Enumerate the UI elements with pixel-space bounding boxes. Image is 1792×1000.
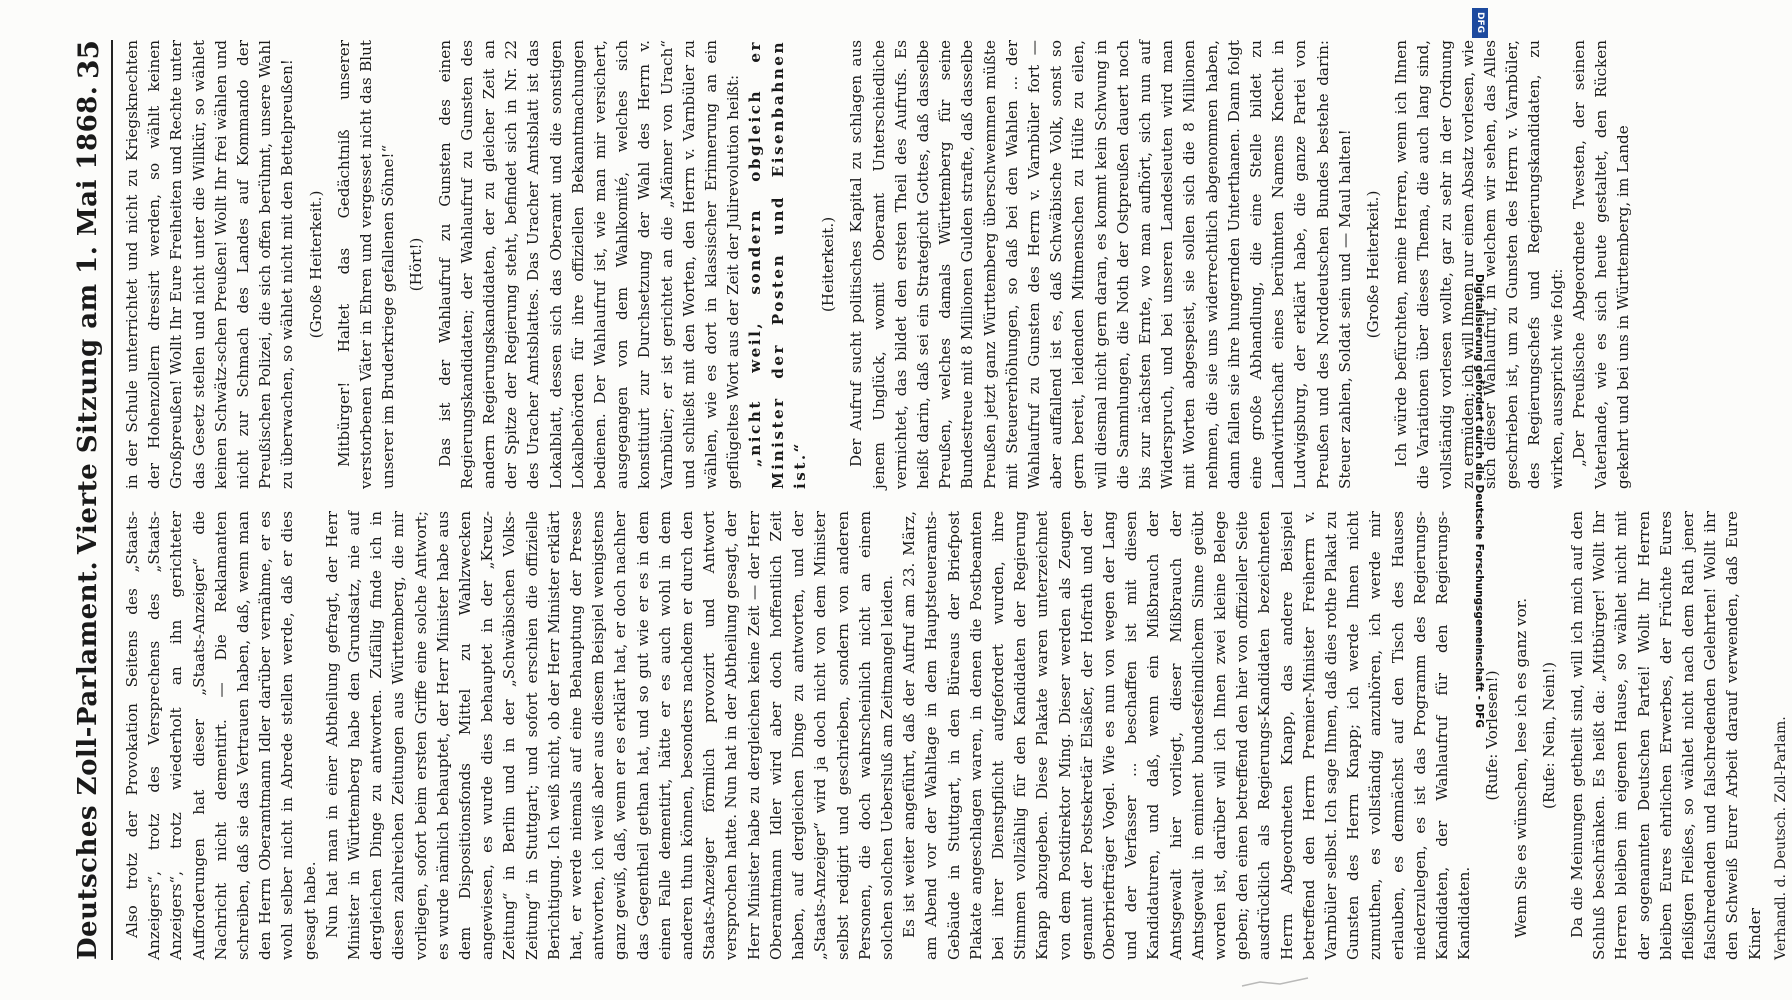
scan-mark-icon (1240, 972, 1310, 992)
paragraph: in der Schule unterrichtet und nicht zu Kriegsknechten der Hohenzollern dressirt werden, so wählt keinen Großpreußen! Wollt Ihr Eure Freiheiten und Rechte unter das Gesetz stellen und nicht unter die Willkür, so wählet keinen Schwätz-schen Preußen! Wollt Ihr frei wählen und nicht zur Schmach des Landes auf Kommando der Preußischen Polizei, die sich offen berühmt, unsere Wahl zu überwachen, so wählet nicht mit den Bettelpreußen! (123, 40, 297, 489)
page-number: 35 (71, 40, 105, 79)
quoted-line: „nicht weil, sondern obgleich er Minister der Posten und Eisenbahnen ist.“ (746, 40, 809, 489)
interjection: (Rufe: Nein, Nein!) (1539, 661, 1558, 810)
paragraph: Das ist der Wahlaufruf zu Gunsten des einen Regierungskandidaten; der Wahlaufruf zu Gunsten des andern Regierungskandidaten, der zu gleicher Zeit an der Spitze der Regierung steht, befindet sich in Nr. 22 des Uracher Amtsblattes. Das Uracher Amtsblatt ist das Lokalblatt, dessen sich das Oberamt und die sonstigen Lokalbehörden für ihre offiziellen Bekanntmachungen bedienen. Der Wahlaufruf ist, wie man mir versichert, ausgegangen von dem Wahlkomité, welches sich konstituirt zur Durchsetzung der Wahl des Herrn v. Varnbüler; er ist gerichtet an die „Männer von Urach“ und schließt mit den Worten, den Herrn v. Varnbüler zu wählen, wie es dort in klassischer Erinnerung an ein geflügeltes Wort aus der Zeit der Julirevolution heißt: (435, 40, 743, 489)
paragraph: Da die Meinungen getheilt sind, will ich mich auf den Schluß beschränken. Es heißt da: „Mitbürger! Wollt Ihr Herren bleiben im eigenen Hause, so wählet nicht mit der sogenannten Deutschen Partei! Wollt Ihr Herren bleiben Eures ehrlichen Erwerbes, der Früchte Eures fleißigen Fleißes, so wählet nicht nach dem Rath jener falschredenden und falschredenden Gelehrten! Wollt ihr den Schweiß Eurer Arbeit darauf verwenden, daß Eure Kinder (1568, 511, 1764, 960)
interjection: (Hört!) (407, 237, 426, 292)
interjection: (Große Heiterkeit.) (1363, 190, 1382, 339)
paragraph: Also trotz der Provokation Seitens des „Staats-Anzeigers“, trotz des Versprechens des „Staats-Anzeigers“, trotz wiederholt an ihn gerichteter Aufforderungen hat dieser „Staats-Anzeiger“ die Nachricht nicht dementirt. — Die Reklamanten schreiben, daß sie das Vertrauen haben, daß, wenn man den Herrn Oberamtmann Idler darüber vernähme, er es wohl selber nicht in Abrede stellen werde, daß er dies gesagt habe. (123, 511, 319, 960)
paragraph: Der Aufruf sucht politisches Kapital zu schlagen aus jenem Unglück, womit Oberamt Unterschiedliche vernichtet, das bildet den ersten Theil des Aufrufs. Es heißt darin, daß sei ein Strategicht Gottes, daß dasselbe Preußen, welches damals Württemberg für seine Bundestreue mit 8 Millionen Gulden strafte, daß dasselbe Preußen jetzt ganz Württemberg überschwemmen müßte mit Steuererhöhungen, so daß bei den Wahlen ... der Wahlaufruf zu Gunsten des Herrn v. Varnbüler fort — aber auffallend ist es, daß Schwäbische Volk, sonst so gern bereit, leidenden Mitmenschen zu Hülfe zu eilen, will diesmal nicht gern daran, es kommt kein Schwung in die Sammlungen, die Noth der Ostpreußen dauert noch bis zur nächsten Ernte, wo man aufhört, sich nun auf Widerspruch, und bei unseren Landesleuten wird man mit Worten abgespeist, sie sollen sich die 8 Millionen nehmen, die sie uns widerrechtlich abgenommen haben, dann fallen sie ihre hungernden Unterthanen. Dann folgt eine große Abhandlung, die eine Stelle bildet zu Landwirthschaft eines berühmten Namens Knecht in Ludwigsburg, der erklärt habe, die ganze Partei von Preußen und des Norddeutschen Bundes bestehe darin: Steuer zahlen, Soldat sein und — Maul halten! (847, 40, 1354, 489)
column-right (121, 40, 1633, 489)
interjection: (Heiterkeit.) (819, 216, 838, 313)
column-left (121, 511, 1789, 960)
dfg-logo-icon: DFG (1472, 8, 1488, 38)
interjection: (Große Heiterkeit.) (306, 190, 325, 339)
digitization-watermark (1471, 8, 1487, 993)
watermark-text: Digitalisierung gefördert durch die Deutsche Forschungsgemeinschaft - DFG (1473, 273, 1485, 728)
session-title: Vierte Sitzung am 1. Mai 1868. (73, 85, 103, 555)
paragraph: Nun hat man in einer Abtheilung gefragt, der Herr Minister in Württemberg habe den Grundsatz, nie auf dergleichen Dinge zu antworten. Zufällig finde ich in diesen zahlreichen Zeitungen aus Württemberg, die mir vorliegen, sofort beim ersten Griffe eine solche Antwort; es wurde nämlich behauptet, der Herr Minister habe aus dem Dispositionsfonds Mittel zu Wahlzwecken angewiesen, es wurde dies behauptet in der „Kreuz-Zeitung“ in Berlin und in der „Schwäbischen Volks-Zeitung“ in Stuttgart; und sofort erschien die offizielle Berichtigung. Ich weiß nicht, ob der Herr Minister erklärt hat, er werde niemals auf eine Behauptung der Presse antworten, ich weiß aber aus diesem Beispiel wenigstens ganz gewiß, daß, wenn er es erklärt hat, er doch nachher das Gegentheil gethan hat, und so gut wie er es in dem einen Falle dementirt, hätte er es auch wohl in dem anderen thun können, besonders nachdem er durch den Staats-Anzeiger förmlich provozirt und Antwort versprochen hatte. Nun hat in der Abtheilung gesagt, der Herr Minister habe zu dergleichen keine Zeit — der Herr Oberamtmann Idler wird aber doch hoffentlich Zeit haben, auf dergleichen Dinge zu antworten, und der „Staats-Anzeiger“ wird ja doch nicht von dem Minister selbst redigirt und geschrieben, sondern von anderen Personen, die doch wahrscheinlich nicht an einem solchen solchen Uebersluß am Zeitmangel leiden. (322, 511, 896, 960)
paragraph: Es ist weiter angeführt, daß der Aufruf am 23. März, am Abend vor der Wahltage in dem Hauptsteueramts-Gebäude in Stuttgart, in den Büreaus der Briefpost Plakate angeschlagen waren, in denen die Postbeamten bei ihrer Dienstpflicht aufgefordert wurden, ihre Stimmen vollzählig für den Kandidaten der Regierung Knapp abzugeben. Diese Plakate waren unterzeichnet von dem Postdirektor Ming. Dieser werden als Zeugen genannt der Postsekretär Elsäßer, der Hofrath und der Oberbriefträger Vogel. Wie es nun von wegen der Lang und der Verfasser ... beschaffen ist mit diesen Kandidaturen, und daß, wenn ein Mißbrauch der Amtsgewalt hier vorliegt, dieser Mißbrauch der Amtsgewalt in eminent bundesfeindlichem Sinne geübt worden ist, darüber will ich Ihnen zwei kleine Belege geben; den einen betreffend den hier von offizieller Seite ausdrücklich als Regierungs-Kandidaten bezeichneten Herrn Abgeordneten Knapp, das andere Beispiel betreffend den Herrn Premier-Minister Freiherrn v. Varnbüler selbst. Ich sage Ihnen, daß dies rothe Plakat zu Gunsten des Herrn Knapp; ich werde Ihnen nicht zumuthen, es vollständig anzuhören, ich werde mir erlauben, es demnächst auf den Tisch des Hauses niederzulegen, es ist das Programm des Regierungs-Kandidaten, der Wahlaufruf für den Regierungs-Kandidaten. (900, 511, 1474, 960)
paragraph: Wenn Sie es wünschen, lese ich es ganz vor. (1511, 597, 1530, 938)
interjection: (Rufe: Vorlesen!) (1483, 670, 1502, 801)
journal-title: Deutsches Zoll-Parlament. (73, 560, 103, 960)
page-header (65, 40, 113, 960)
footer-signature: Verhandl. d. Deutsch. Zoll-Parlam. (1772, 716, 1789, 960)
paragraph: Ich würde befürchten, meine Herren, wenn ich Ihnen die Variationen über dieses Thema, die auch lang sind, vollständig vorlesen wollte, gar zu sehr in der Ordnung zu ermüden; ich will Ihnen nur einen Absatz vorlesen, wie sich dieser Wahlaufruf, in welchem wir sehen, das Alles geschrieben ist, um zu Gunsten des Herrn v. Varnbüler, des Regierungschefs und Regierungskandidaten, zu wirken, ausspricht wie folgt: (1392, 40, 1566, 489)
paragraph: „Der Preußische Abgeordnete Twesten, der seinen Vaterlande, wie es sich heute gestaltet, den Rücken gekehrt und bei uns in Württemberg, im Lande (1569, 40, 1633, 489)
paragraph: Mitbürger! Haltet das Gedächtniß unserer verstorbenen Väter in Ehren und vergesset nicht das Blut unserer im Bruderkriege gefallenen Söhne!“ (334, 40, 398, 489)
